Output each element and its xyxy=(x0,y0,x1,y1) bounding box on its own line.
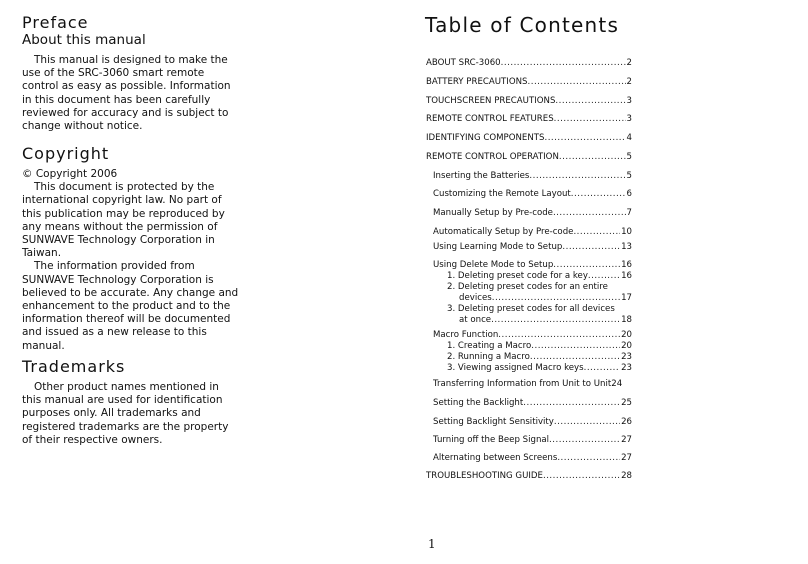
toc-entry-page: 16 xyxy=(621,260,632,270)
toc-entry-page: 24 xyxy=(611,379,623,389)
right-page xyxy=(400,0,808,564)
toc-entry-title: 1. Deleting preset code for a key xyxy=(447,271,588,281)
toc-entry[interactable] xyxy=(433,453,632,463)
trademarks-heading: Trademarks xyxy=(22,357,126,376)
toc-entry[interactable] xyxy=(433,417,632,427)
toc-entry[interactable] xyxy=(433,435,632,445)
toc-entry[interactable] xyxy=(426,77,632,87)
preface-heading: Preface xyxy=(22,13,89,32)
text-line: international copyright law. No part of xyxy=(22,194,222,207)
toc-entry-title: 1. Creating a Macro xyxy=(447,341,532,351)
toc-entry-title: Macro Function xyxy=(433,330,499,340)
text-line: reviewed for accuracy and is subject to xyxy=(22,106,229,119)
text-line: and issued as a new release to this xyxy=(22,326,207,339)
toc-entry[interactable] xyxy=(433,398,632,408)
toc-entry-page: 23 xyxy=(621,352,632,362)
toc-entry-title: Using Learning Mode to Setup xyxy=(433,242,563,252)
text-line: in this document has been carefully xyxy=(22,93,211,106)
text-line: purposes only. All trademarks and xyxy=(22,407,201,420)
page-number: 1 xyxy=(428,537,436,551)
toc-subentry[interactable] xyxy=(447,341,632,351)
toc-entry-title: Inserting the Batteries xyxy=(433,171,530,181)
toc-entry[interactable] xyxy=(426,96,632,106)
text-line: use of the SRC-3060 smart remote xyxy=(22,67,205,80)
text-line: registered trademarks are the property xyxy=(22,420,229,433)
toc-subentry[interactable] xyxy=(447,271,632,281)
toc-subentry[interactable] xyxy=(447,352,632,362)
toc-entry-page: 27 xyxy=(621,435,632,445)
toc-entry-page: 28 xyxy=(621,471,632,481)
text-line: this manual are used for identification xyxy=(22,394,223,407)
toc-entry-page: 27 xyxy=(621,453,632,463)
text-line: change without notice. xyxy=(22,120,143,133)
toc-entry[interactable] xyxy=(433,260,632,270)
toc-entry-title: Using Delete Mode to Setup xyxy=(433,260,554,270)
toc-subentry[interactable] xyxy=(447,304,632,314)
text-line: Taiwan. xyxy=(22,247,62,260)
toc-entry-page: 25 xyxy=(621,398,632,408)
toc-entry-title: devices xyxy=(459,293,492,303)
toc-entry-title: BATTERY PRECAUTIONS xyxy=(426,77,528,87)
text-line: this publication may be reproduced by xyxy=(22,207,225,220)
toc-entry-page: 3 xyxy=(626,96,632,106)
toc-entry-page: 5 xyxy=(626,171,632,181)
toc-entry-title: Manually Setup by Pre-code xyxy=(433,208,553,218)
toc-entry-title: REMOTE CONTROL OPERATION xyxy=(426,152,559,162)
toc-entry-title: Alternating between Screens xyxy=(433,453,558,463)
toc-entry-page: 23 xyxy=(621,363,632,373)
toc-entry-title: Transferring Information from Unit to Unit xyxy=(433,379,612,389)
text-line: any means without the permission of xyxy=(22,220,218,233)
toc-entry-page: 17 xyxy=(621,293,632,303)
toc-entry[interactable] xyxy=(433,189,632,199)
text-line: manual. xyxy=(22,339,65,352)
trademarks-paragraph xyxy=(22,381,228,447)
text-line: information thereof will be documented xyxy=(22,313,231,326)
copyright-paragraph xyxy=(22,168,238,353)
toc-entry-page: 10 xyxy=(621,227,632,237)
toc-entry[interactable] xyxy=(433,330,632,340)
toc-entry[interactable] xyxy=(426,152,632,162)
left-page xyxy=(0,0,400,564)
about-paragraph xyxy=(22,54,231,133)
toc-entry[interactable] xyxy=(433,242,632,252)
text-line: SUNWAVE Technology Corporation is xyxy=(22,273,214,286)
toc-entry-page: 6 xyxy=(626,189,632,199)
toc-entry[interactable] xyxy=(433,171,632,181)
toc-title: Table of Contents xyxy=(425,13,620,37)
text-line: of their respective owners. xyxy=(22,433,163,446)
about-heading: About this manual xyxy=(22,32,146,48)
text-line: © Copyright 2006 xyxy=(22,168,118,180)
toc-entry[interactable] xyxy=(433,227,632,237)
text-line: enhancement to the product and to the xyxy=(22,300,231,313)
text-line: control as easy as possible. Information xyxy=(22,80,231,93)
toc-entry-title: ABOUT SRC-3060 xyxy=(426,58,501,68)
toc-entry-page: 13 xyxy=(621,242,632,252)
toc-entry-page: 7 xyxy=(626,208,632,218)
text-line: The information provided from xyxy=(34,260,195,273)
toc-entry-title: 3. Viewing assigned Macro keys xyxy=(447,363,584,373)
toc-entry[interactable] xyxy=(426,114,632,124)
toc-entry-page: 5 xyxy=(626,152,632,162)
toc-subentry[interactable] xyxy=(459,293,632,303)
toc-entry-page: 16 xyxy=(621,271,632,281)
toc-entry-title: Automatically Setup by Pre-code xyxy=(433,227,574,237)
toc-entry[interactable] xyxy=(426,133,632,143)
toc-entry-title: TROUBLESHOOTING GUIDE xyxy=(426,471,543,481)
toc-entry-title: 2. Deleting preset codes for an entire xyxy=(447,282,608,292)
toc-entry-title: Setting the Backlight xyxy=(433,398,524,408)
text-line: This document is protected by the xyxy=(34,181,215,194)
toc-entry-title: 2. Running a Macro xyxy=(447,352,530,362)
copyright-heading: Copyright xyxy=(22,144,110,163)
text-line: This manual is designed to make the xyxy=(34,54,228,66)
toc-entry-title: at once xyxy=(459,315,492,325)
toc-entry-page: 18 xyxy=(621,315,632,325)
toc-entry-page: 2 xyxy=(626,58,632,68)
toc-entry[interactable] xyxy=(426,58,632,68)
toc-entry-page: 20 xyxy=(621,330,632,340)
toc-entry-title: IDENTIFYING COMPONENTS xyxy=(426,133,545,143)
toc-entry-title: Setting Backlight Sensitivity xyxy=(433,417,554,427)
text-line: SUNWAVE Technology Corporation in xyxy=(22,234,215,247)
toc-entry-page: 26 xyxy=(621,417,632,427)
toc-entry-title: REMOTE CONTROL FEATURES xyxy=(426,114,554,124)
toc-subentry[interactable] xyxy=(447,363,632,373)
toc-entry[interactable] xyxy=(433,208,632,218)
toc-entry-title: Turning off the Beep Signal xyxy=(433,435,550,445)
toc-entry-page: 2 xyxy=(626,77,632,87)
text-line: believed to be accurate. Any change and xyxy=(22,286,239,299)
toc-entry-title: Customizing the Remote Layout xyxy=(433,189,571,199)
toc-subentry[interactable] xyxy=(459,315,632,325)
toc-entry[interactable] xyxy=(433,379,643,389)
text-line: Other product names mentioned in xyxy=(34,381,219,393)
toc-entry-page: 20 xyxy=(621,341,632,351)
toc-entry[interactable] xyxy=(426,471,632,481)
toc-entry-page: 3 xyxy=(626,114,632,124)
toc-subentry[interactable] xyxy=(447,282,632,292)
toc-entry-title: TOUCHSCREEN PRECAUTIONS xyxy=(426,96,556,106)
toc-entry-title: 3. Deleting preset codes for all devices xyxy=(447,304,615,314)
toc-entry-page: 4 xyxy=(626,133,632,143)
